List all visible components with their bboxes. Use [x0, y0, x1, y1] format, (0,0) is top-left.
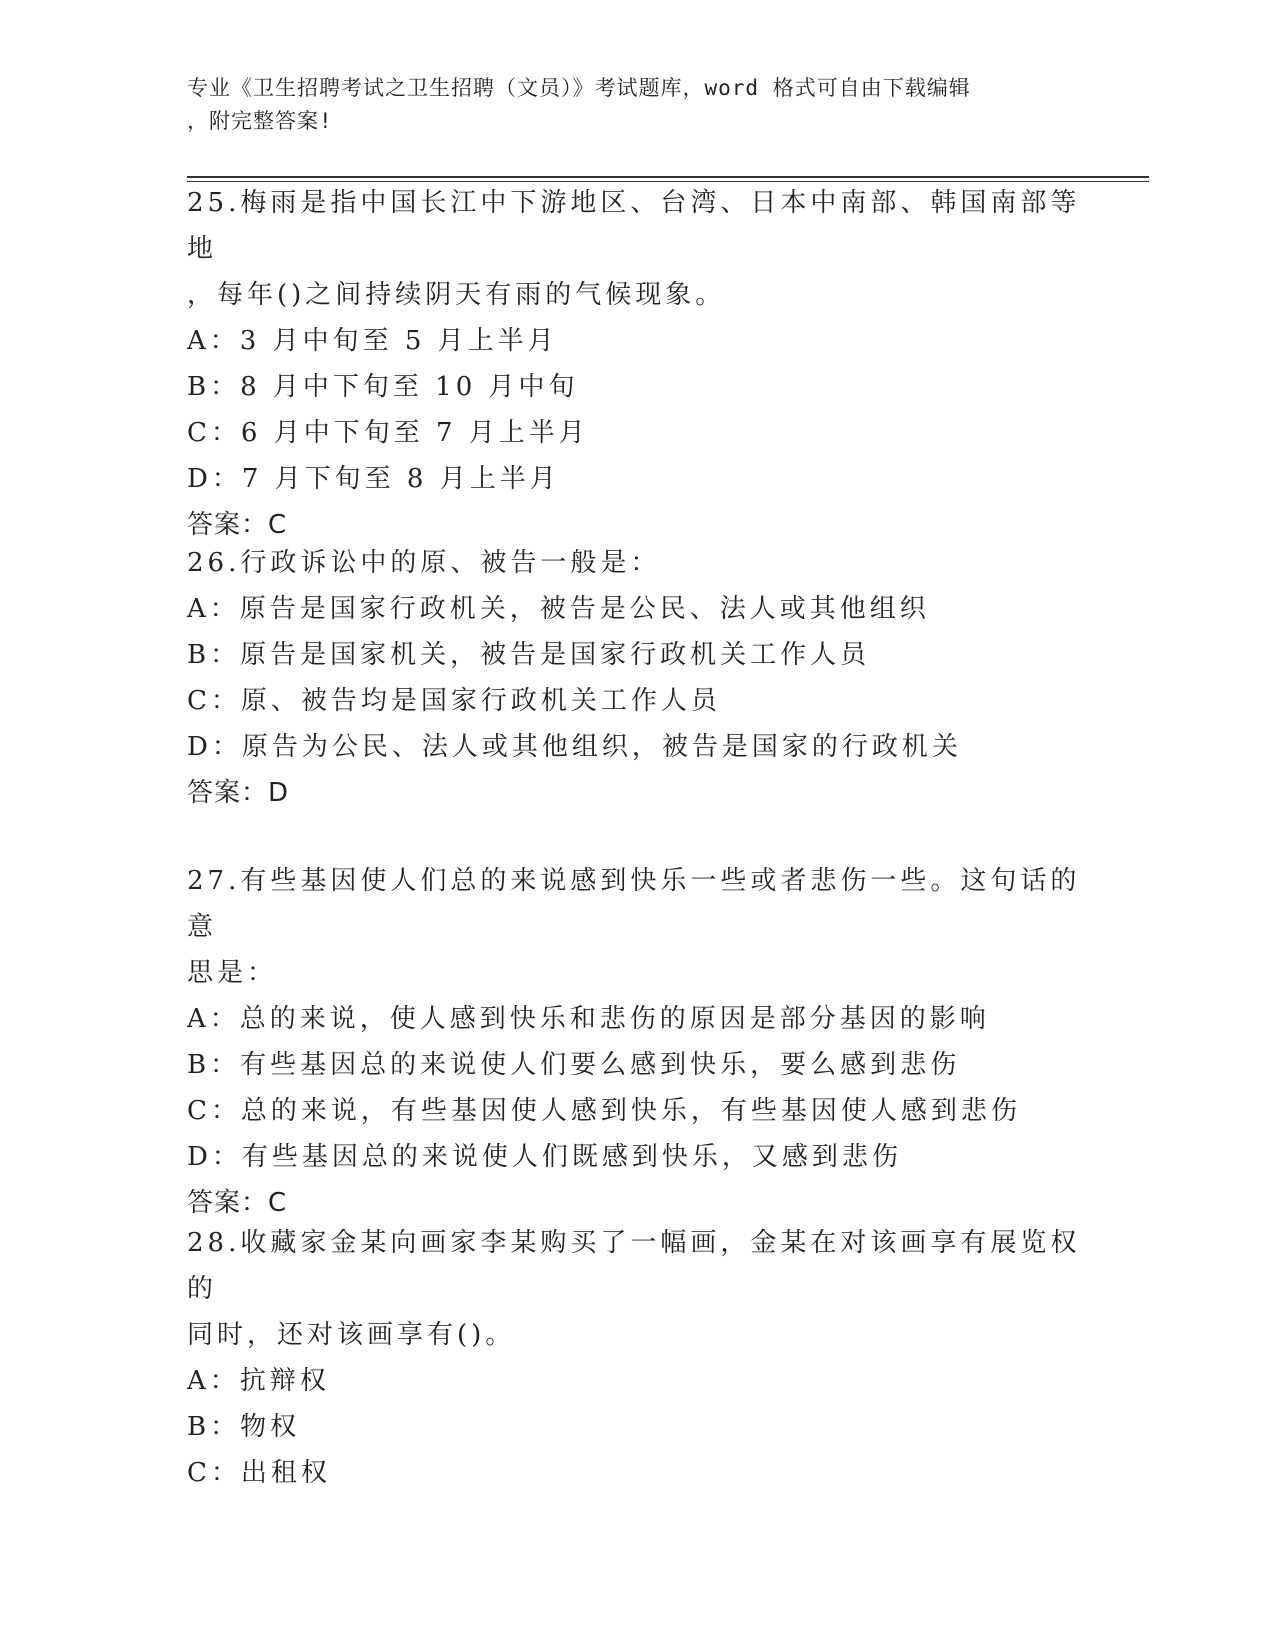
- document-header: [187, 72, 1087, 138]
- header-line-1: 专业《卫生招聘考试之卫生招聘（文员）》考试题库，word 格式可自由下载编辑: [187, 76, 971, 100]
- question-stem-continued: 同时，还对该画享有()。: [187, 1320, 516, 1350]
- answer: 答案：C: [187, 510, 288, 540]
- option-a: A：抗辩权: [187, 1366, 330, 1396]
- question-stem: 28.收藏家金某向画家李某购买了一幅画，金某在对该画享有展览权的: [187, 1228, 1081, 1304]
- option-c: C：出租权: [187, 1458, 331, 1488]
- question-stem: 26.行政诉讼中的原、被告一般是：: [187, 548, 661, 578]
- option-b: B：有些基因总的来说使人们要么感到快乐，要么感到悲伤: [187, 1050, 961, 1080]
- option-d: D：原告为公民、法人或其他组织，被告是国家的行政机关: [187, 732, 962, 762]
- option-b: B：物权: [187, 1412, 301, 1442]
- option-a: A：总的来说，使人感到快乐和悲伤的原因是部分基因的影响: [187, 1004, 990, 1034]
- option-d: D：7 月下旬至 8 月上半月: [187, 464, 560, 494]
- answer: 答案：C: [187, 1188, 288, 1218]
- question-27: [187, 858, 1087, 1226]
- question-stem-continued: 思是：: [187, 958, 278, 988]
- option-d: D：有些基因总的来说使人们既感到快乐，又感到悲伤: [187, 1142, 902, 1172]
- question-stem: 27.有些基因使人们总的来说感到快乐一些或者悲伤一些。这句话的意: [187, 866, 1081, 942]
- option-c: C：6 月中下旬至 7 月上半月: [187, 418, 589, 448]
- option-c: C：原、被告均是国家行政机关工作人员: [187, 686, 721, 716]
- header-line-2: ，附完整答案!: [187, 109, 333, 133]
- option-a: A：原告是国家行政机关，被告是公民、法人或其他组织: [187, 594, 930, 624]
- question-25: [187, 180, 1087, 548]
- question-stem-continued: ，每年()之间持续阴天有雨的气候现象。: [187, 280, 726, 310]
- option-c: C：总的来说，有些基因使人感到快乐，有些基因使人感到悲伤: [187, 1096, 1021, 1126]
- option-a: A：3 月中旬至 5 月上半月: [187, 326, 558, 356]
- header-divider-thick: [187, 176, 1149, 178]
- answer: 答案：D: [187, 778, 290, 808]
- question-26: [187, 540, 1087, 816]
- option-b: B：8 月中下旬至 10 月中旬: [187, 372, 579, 402]
- option-b: B：原告是国家机关，被告是国家行政机关工作人员: [187, 640, 871, 670]
- question-stem: 25.梅雨是指中国长江中下游地区、台湾、日本中南部、韩国南部等地: [187, 188, 1081, 264]
- question-28: [187, 1220, 1087, 1496]
